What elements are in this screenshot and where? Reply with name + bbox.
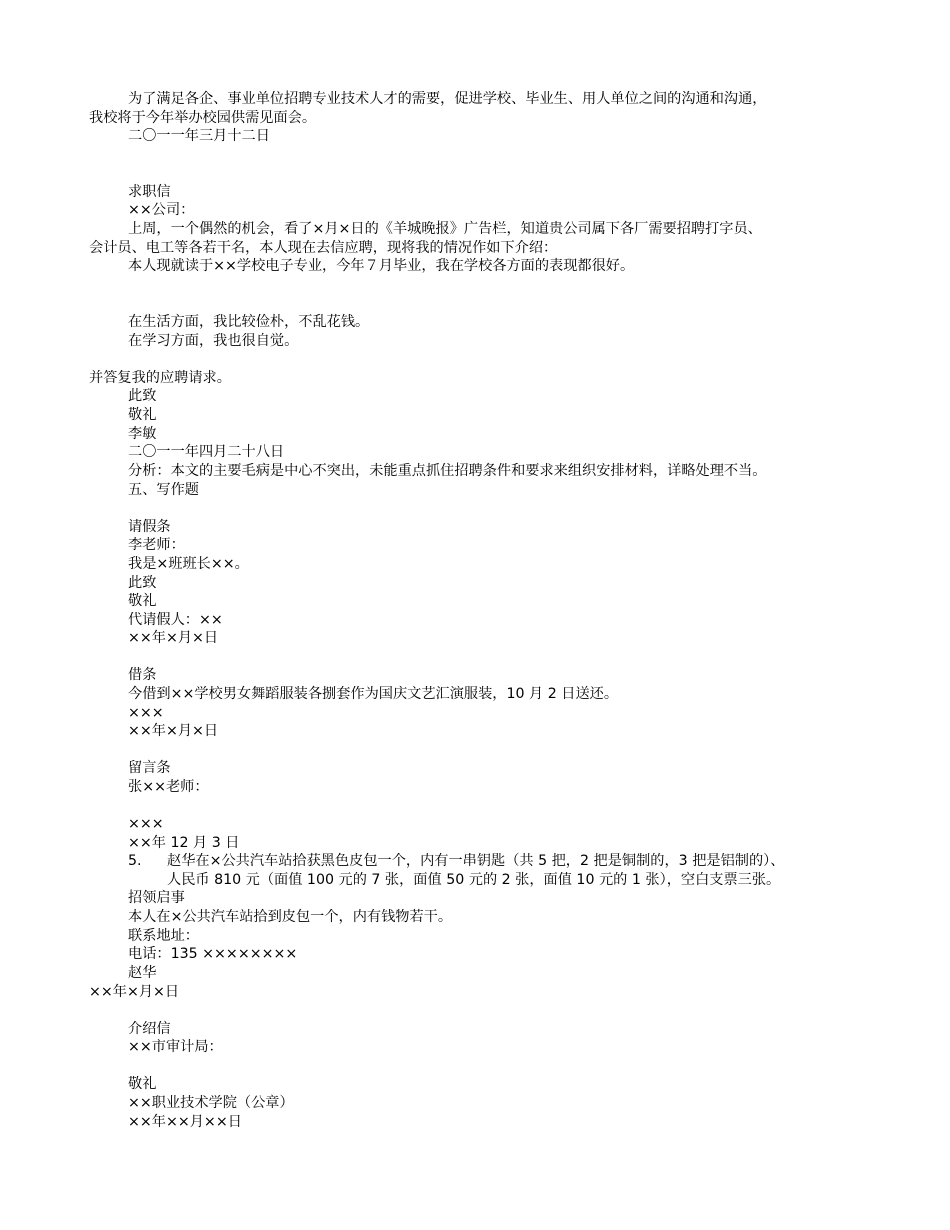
text-line: 我是×班班长××。 bbox=[128, 556, 249, 572]
salutation: ××市审计局： bbox=[128, 1039, 223, 1055]
signature-line: ××× bbox=[128, 816, 164, 832]
section-title: 求职信 bbox=[128, 184, 171, 200]
text-line: 在生活方面，我比较俭朴，不乱花钱。 bbox=[128, 314, 370, 330]
date-line: ××年×月×日 bbox=[128, 723, 219, 739]
date-line: 二〇一一年四月二十八日 bbox=[128, 444, 285, 460]
signature-line: ××× bbox=[128, 705, 164, 721]
section-title: 招领启事 bbox=[128, 890, 185, 906]
closing-line: 敬礼 bbox=[128, 593, 157, 609]
text-line: 电话：135 ×××××××× bbox=[128, 946, 298, 962]
closing-line: 敬礼 bbox=[128, 407, 157, 423]
salutation: 张××老师： bbox=[128, 779, 209, 795]
text-line: 本人在×公共汽车站拾到皮包一个，内有钱物若干。 bbox=[128, 909, 453, 925]
signature-name: 李敏 bbox=[128, 426, 157, 442]
date-line: ××年××月××日 bbox=[128, 1114, 242, 1130]
text-line: 在学习方面，我也很自觉。 bbox=[128, 333, 299, 349]
analysis-line: 分析：本文的主要毛病是中心不突出，未能重点抓住招聘条件和要求来组织安排材料，详略处理不当。 bbox=[128, 463, 767, 479]
text-line: 我校将于今年举办校园供需见面会。 bbox=[89, 110, 317, 126]
section-title: 请假条 bbox=[128, 519, 171, 535]
text-line: 今借到××学校男女舞蹈服装各捌套作为国庆文艺汇演服装，10 月 2 日送还。 bbox=[128, 686, 619, 702]
section-heading: 五、写作题 bbox=[128, 482, 199, 498]
signature-line: 代请假人：×× bbox=[128, 612, 223, 628]
text-line: 上周，一个偶然的机会，看了×月×日的《羊城晚报》广告栏，知道贵公司属下各厂需要招聘打字员、 bbox=[128, 221, 762, 237]
section-title: 介绍信 bbox=[128, 1021, 171, 1037]
closing-line: 敬礼 bbox=[128, 1076, 157, 1092]
section-title: 留言条 bbox=[128, 760, 171, 776]
text-line: 联系地址： bbox=[128, 928, 199, 944]
signature-name: 赵华 bbox=[128, 965, 157, 981]
item-number: 5. bbox=[128, 853, 142, 869]
text-line: 赵华在×公共汽车站拾获黑色皮包一个，内有一串钥匙（共 5 把，2 把是铜制的，3 把是铝制的）、 bbox=[167, 853, 785, 869]
salutation: 李老师： bbox=[128, 537, 185, 553]
text-line: 人民币 810 元（面值 100 元的 7 张，面值 50 元的 2 张，面值 10 元的 1 张），空白支票三张。 bbox=[167, 872, 781, 888]
text-line: 为了满足各企、事业单位招聘专业技术人才的需要，促进学校、毕业生、用人单位之间的沟通和沟通， bbox=[128, 91, 767, 107]
date-line: ××年×月×日 bbox=[89, 984, 180, 1000]
salutation: ××公司： bbox=[128, 202, 195, 218]
date-line: ××年×月×日 bbox=[128, 630, 219, 646]
signature-line: ××职业技术学院（公章） bbox=[128, 1095, 294, 1111]
text-line: 会计员、电工等各若干名，本人现在去信应聘，现将我的情况作如下介绍： bbox=[89, 240, 558, 256]
section-title: 借条 bbox=[128, 667, 157, 683]
text-line: 并答复我的应聘请求。 bbox=[89, 370, 231, 386]
closing-line: 此致 bbox=[128, 388, 157, 404]
date-line: ××年 12 月 3 日 bbox=[128, 835, 240, 851]
date-line: 二〇一一年三月十二日 bbox=[128, 128, 270, 144]
closing-line: 此致 bbox=[128, 575, 157, 591]
text-line: 本人现就读于××学校电子专业，今年７月毕业，我在学校各方面的表现都很好。 bbox=[128, 258, 635, 274]
